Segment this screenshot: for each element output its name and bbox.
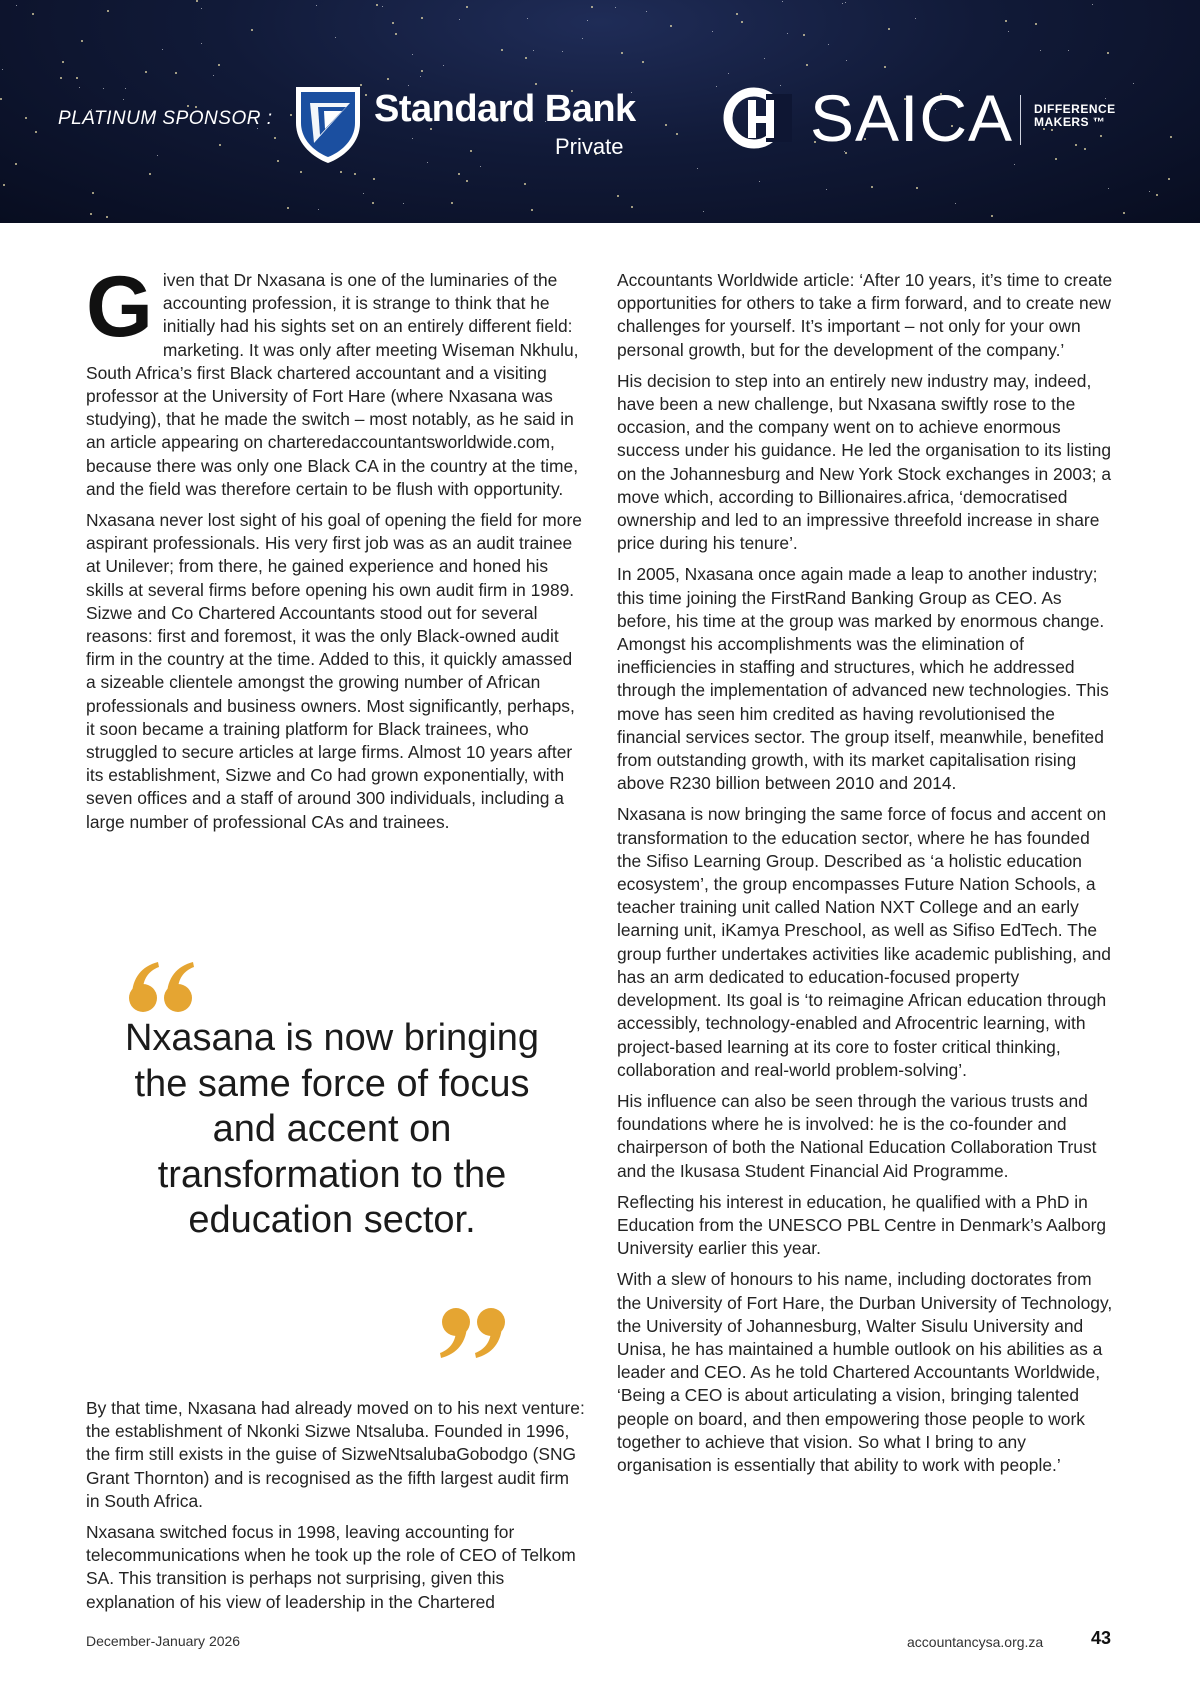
banner-star	[2, 69, 3, 70]
banner-star	[915, 18, 916, 19]
banner-star	[392, 22, 394, 24]
banner-star	[382, 6, 383, 7]
banner-star	[420, 76, 421, 77]
banner-star	[697, 168, 698, 169]
banner-star	[60, 77, 62, 79]
banner-star	[527, 18, 528, 19]
banner-star	[145, 71, 147, 73]
article-paragraph: In 2005, Nxasana once again made a leap to another industry; this time joining the FirstRand Banking Group as CEO. As before, his time at the group was marked by enormous change. Amongst his accomplishments was the elimination of inefficiencies in staffing and structures, which he addressed through the implementation of advanced new technologies. This move has seen him credited as having revolutionised the financial services sector. The group itself, meanwhile, benefited from outstanding growth, with its market capitalisation rising above R230 billion between 2010 and 2014.	[617, 564, 1109, 794]
banner-star	[196, 0, 198, 2]
banner-star	[3, 184, 5, 186]
banner-star	[15, 163, 17, 165]
banner-star	[123, 99, 124, 100]
banner-star	[888, 28, 890, 30]
partner-tagline: DIFFERENCE MAKERS ™	[1034, 102, 1116, 129]
banner-star	[621, 52, 623, 54]
banner-star	[287, 207, 289, 209]
banner-star	[365, 94, 367, 96]
banner-star	[535, 83, 537, 85]
banner-star	[421, 70, 423, 72]
banner-star	[826, 189, 827, 190]
banner-star	[107, 10, 109, 12]
banner-star	[443, 65, 444, 66]
article-paragraph: With a slew of honours to his name, including doctorates from the University of Fort Hare, the Durban University of Technology, the University of Johannesburg, Walter Sisulu University and Unisa, he has maintained a humble outlook on his abilities as a leader and CEO. As he told Chartered Accountants Worldwide, ‘Being a CEO is about articulating a vision, bringing talented people on board, and then empowering those people to work together to achieve that vision. So what I bring to any organisation is essentially that ability to work with people.’	[617, 1269, 1113, 1475]
banner-star	[187, 105, 189, 107]
banner-star	[1156, 194, 1158, 196]
article-paragraph: Given that Dr Nxasana is one of the luminaries of the accounting profession, it is strange to think that he initially had his sights set on an entirely different field: marketing. It was only after meeting Wiseman Nkhulu, South Africa’s first Black chartered accountant and a visiting professor at the University of Fort Hare (where Nxasana was studying), that he made the switch – most notably, as he said in an article appearing on charteredaccountantsworldwide.com, because there was only one Black CA in the country at the time, and the field was therefore certain to be flush with opportunity.	[86, 259, 579, 499]
banner-star	[646, 11, 647, 12]
page-number: 43	[1091, 1628, 1112, 1648]
article-paragraph: His influence can also be seen through the various trusts and foundations where he is involved: he is the co-founder and chairperson of both the National Education Collaboration Trust and the Ikusasa Student Financial Aid Programme.	[617, 1090, 1097, 1181]
banner-star	[1008, 31, 1009, 32]
banner-star	[0, 98, 2, 100]
banner-star	[764, 58, 765, 59]
banner-star	[32, 13, 34, 15]
banner-star	[665, 124, 667, 126]
banner-star	[955, 203, 956, 204]
article-paragraph: Nxasana switched focus in 1998, leaving accounting for telecommunications when he took up the role of CEO of Telkom SA. This transition is perhaps not surprising, given this explanation of his view of leadership in the Chartered	[86, 1522, 576, 1612]
banner-star	[277, 160, 279, 162]
banner-star	[1168, 178, 1170, 180]
banner-star	[300, 171, 302, 173]
banner-star	[1170, 136, 1172, 138]
banner-star	[480, 166, 481, 167]
banner-star	[582, 38, 583, 39]
banner-star	[62, 61, 64, 63]
banner-star	[871, 186, 873, 188]
banner-star	[459, 19, 460, 20]
banner-star	[1108, 188, 1109, 189]
banner-star	[335, 37, 336, 38]
banner-star	[845, 2, 846, 3]
banner-star	[1005, 20, 1007, 22]
article-paragraph: Reflecting his interest in education, he qualified with a PhD in Education from the UNESCO PBL Centre in Denmark’s Aalborg University earlier this year.	[617, 1191, 1107, 1259]
banner-star	[703, 211, 704, 212]
banner-star	[670, 25, 672, 27]
banner-star	[1105, 98, 1106, 99]
banner-star	[1035, 23, 1037, 25]
banner-star	[591, 6, 593, 8]
banner-star	[991, 215, 993, 217]
banner-star	[35, 131, 37, 133]
banner-star	[1149, 191, 1150, 192]
article-paragraph: His decision to step into an entirely new industry may, indeed, have been a new challenge, but Nxasana swiftly rose to the occasion, and the company went on to achieve enormous success under his guidance. He led the organisation to its listing on the Johannesburg and New York Stock exchanges in 2003; a move which, according to Billionaires.africa, ‘democratised ownership and led to an impressive threefold increase in share price during his tenure’.	[617, 370, 1112, 554]
banner-star	[787, 33, 788, 34]
drop-cap: G	[86, 259, 153, 355]
banner-star	[218, 64, 220, 66]
pull-quote: Nxasana is now bringing the same force of focus and accent on transformation to the education sector.	[124, 1017, 539, 1242]
banner-star	[316, 5, 317, 6]
banner-star	[533, 50, 534, 51]
banner-star	[803, 34, 805, 36]
banner-star	[219, 144, 221, 146]
banner-star	[501, 49, 503, 51]
banner-star	[340, 171, 342, 173]
banner-star	[376, 4, 378, 6]
banner-star	[1092, 4, 1093, 5]
banner-star	[79, 87, 80, 88]
banner-star	[470, 150, 472, 152]
banner-star	[1084, 148, 1086, 150]
banner-star	[412, 54, 413, 55]
banner-star	[125, 88, 126, 89]
sponsor-name: Standard Bank	[374, 88, 636, 130]
open-quote-icon	[128, 960, 198, 1020]
article-paragraph: Nxasana never lost sight of his goal of opening the field for more aspirant professionals. His very first job was as an audit trainee at Unilever; from there, he gained experience and honed his skills at several firms before opening his own audit firm in 1989. Sizwe and Co Chartered Accountants stood out for several reasons: first and foremost, it was the only Black-owned audit firm in the country at the time. Added to this, it quickly amassed a sizeable clientele amongst the growing number of African professionals and business owners. Most significantly, perhaps, it soon became a training platform for Black trainees, who struggled to secure articles at large firms. Almost 10 years after its establishment, Sizwe and Co had grown exponentially, with seven offices and a staff of around 300 individuals, including a large number of professional CAs and trainees.	[86, 510, 582, 832]
banner-star	[615, 7, 616, 8]
partner-name: SAICA	[810, 81, 1014, 155]
banner-star	[782, 1, 783, 2]
banner-star	[828, 44, 829, 45]
article-column-left-top	[86, 259, 586, 842]
banner-star	[318, 209, 319, 210]
banner-star	[354, 173, 356, 175]
banner-star	[587, 20, 588, 21]
article-column-left-bottom	[86, 1397, 586, 1622]
close-quote-icon	[436, 1300, 506, 1360]
banner-star	[408, 85, 409, 86]
banner-star	[427, 162, 428, 163]
banner-star	[25, 117, 27, 119]
banner-star	[617, 195, 619, 197]
banner-star	[412, 138, 413, 139]
issue-date: December-January 2026	[86, 1633, 241, 1649]
banner-star	[458, 173, 460, 175]
article-paragraph: Nxasana is now bringing the same force of focus and accent on transformation to the education sector, where he has founded the Sifiso Learning Group. Described as ‘a holistic education ecosystem’, the group encompasses Future Nation Schools, a teacher training unit called Nation NXT College and an early learning unit, iKamya Preschool, as well as Sifiso EdTech. The group further undertakes activities like academic publishing, and has an arm dedicated to education-focused property development. Its goal is ‘to reimagine African education through accessibly, technology-enabled and Afrocentric learning, with project-based learning at its core to foster critical thinking, collaboration and real-world problem-solving’.	[617, 804, 1111, 1080]
banner-star	[916, 187, 918, 189]
banner-star	[421, 17, 423, 19]
banner-star	[92, 192, 94, 194]
banner-star	[149, 173, 151, 175]
banner-star	[1040, 50, 1041, 51]
banner-star	[213, 75, 214, 76]
banner-star	[1068, 50, 1069, 51]
banner-star	[1075, 144, 1077, 146]
sponsor-subtitle: Private	[555, 134, 624, 159]
banner-star	[175, 72, 177, 74]
banner-star	[759, 181, 760, 182]
banner-star	[736, 13, 738, 15]
sponsor-label: PLATINUM SPONSOR :	[58, 108, 273, 129]
banner-star	[1014, 164, 1015, 165]
article-paragraph: Accountants Worldwide article: ‘After 10 years, it’s time to create opportunities for others to take a firm forward, and to create new challenges for yourself. It’s important – not only for your own personal growth, but for the development of the company.’	[617, 270, 1113, 360]
standard-bank-logo-icon	[292, 83, 364, 165]
logo-divider	[1020, 95, 1021, 145]
banner-star	[274, 137, 276, 139]
website-link[interactable]: accountancysa.org.za	[907, 1634, 1044, 1650]
banner-star	[562, 51, 563, 52]
banner-star	[373, 178, 375, 180]
sponsor-banner	[0, 0, 1200, 223]
banner-star	[1055, 158, 1057, 160]
banner-star	[728, 73, 729, 74]
banner-star	[395, 33, 397, 35]
banner-star	[525, 57, 527, 59]
banner-star	[631, 206, 633, 208]
banner-star	[712, 31, 713, 32]
banner-star	[466, 180, 468, 182]
banner-star	[676, 133, 678, 135]
banner-star	[1107, 52, 1109, 54]
saica-logo-icon	[722, 86, 792, 150]
banner-star	[90, 213, 92, 215]
banner-star	[387, 78, 389, 80]
banner-star	[16, 5, 17, 6]
banner-star	[251, 29, 253, 31]
banner-star	[842, 3, 843, 4]
banner-star	[451, 202, 453, 204]
banner-star	[162, 49, 163, 50]
banner-star	[884, 66, 886, 68]
banner-star	[716, 86, 717, 87]
banner-star	[372, 202, 374, 204]
article-paragraph: By that time, Nxasana had already moved on to his next venture: the establishment of Nkonki Sizwe Ntsaluba. Founded in 1996, the firm still exists in the guise of SizweNtsalubaGobodgo (SNG Grant Thornton) and is recognised as the fifth largest audit firm in South Africa.	[86, 1398, 585, 1511]
banner-star	[201, 8, 202, 9]
banner-star	[741, 21, 743, 23]
banner-star	[201, 43, 202, 44]
banner-star	[1123, 212, 1125, 214]
banner-star	[363, 193, 364, 194]
banner-star	[81, 40, 83, 42]
banner-star	[642, 61, 644, 63]
banner-star	[76, 77, 78, 79]
banner-star	[1051, 129, 1053, 131]
banner-star	[524, 183, 526, 185]
banner-star	[1100, 135, 1102, 137]
banner-star	[466, 6, 468, 8]
banner-star	[1133, 83, 1134, 84]
banner-star	[806, 64, 808, 66]
article-column-right	[617, 269, 1117, 1485]
banner-star	[106, 216, 108, 218]
banner-star	[157, 155, 158, 156]
banner-star	[103, 88, 104, 89]
banner-star	[531, 209, 533, 211]
banner-star	[403, 203, 404, 204]
banner-star	[846, 60, 847, 61]
